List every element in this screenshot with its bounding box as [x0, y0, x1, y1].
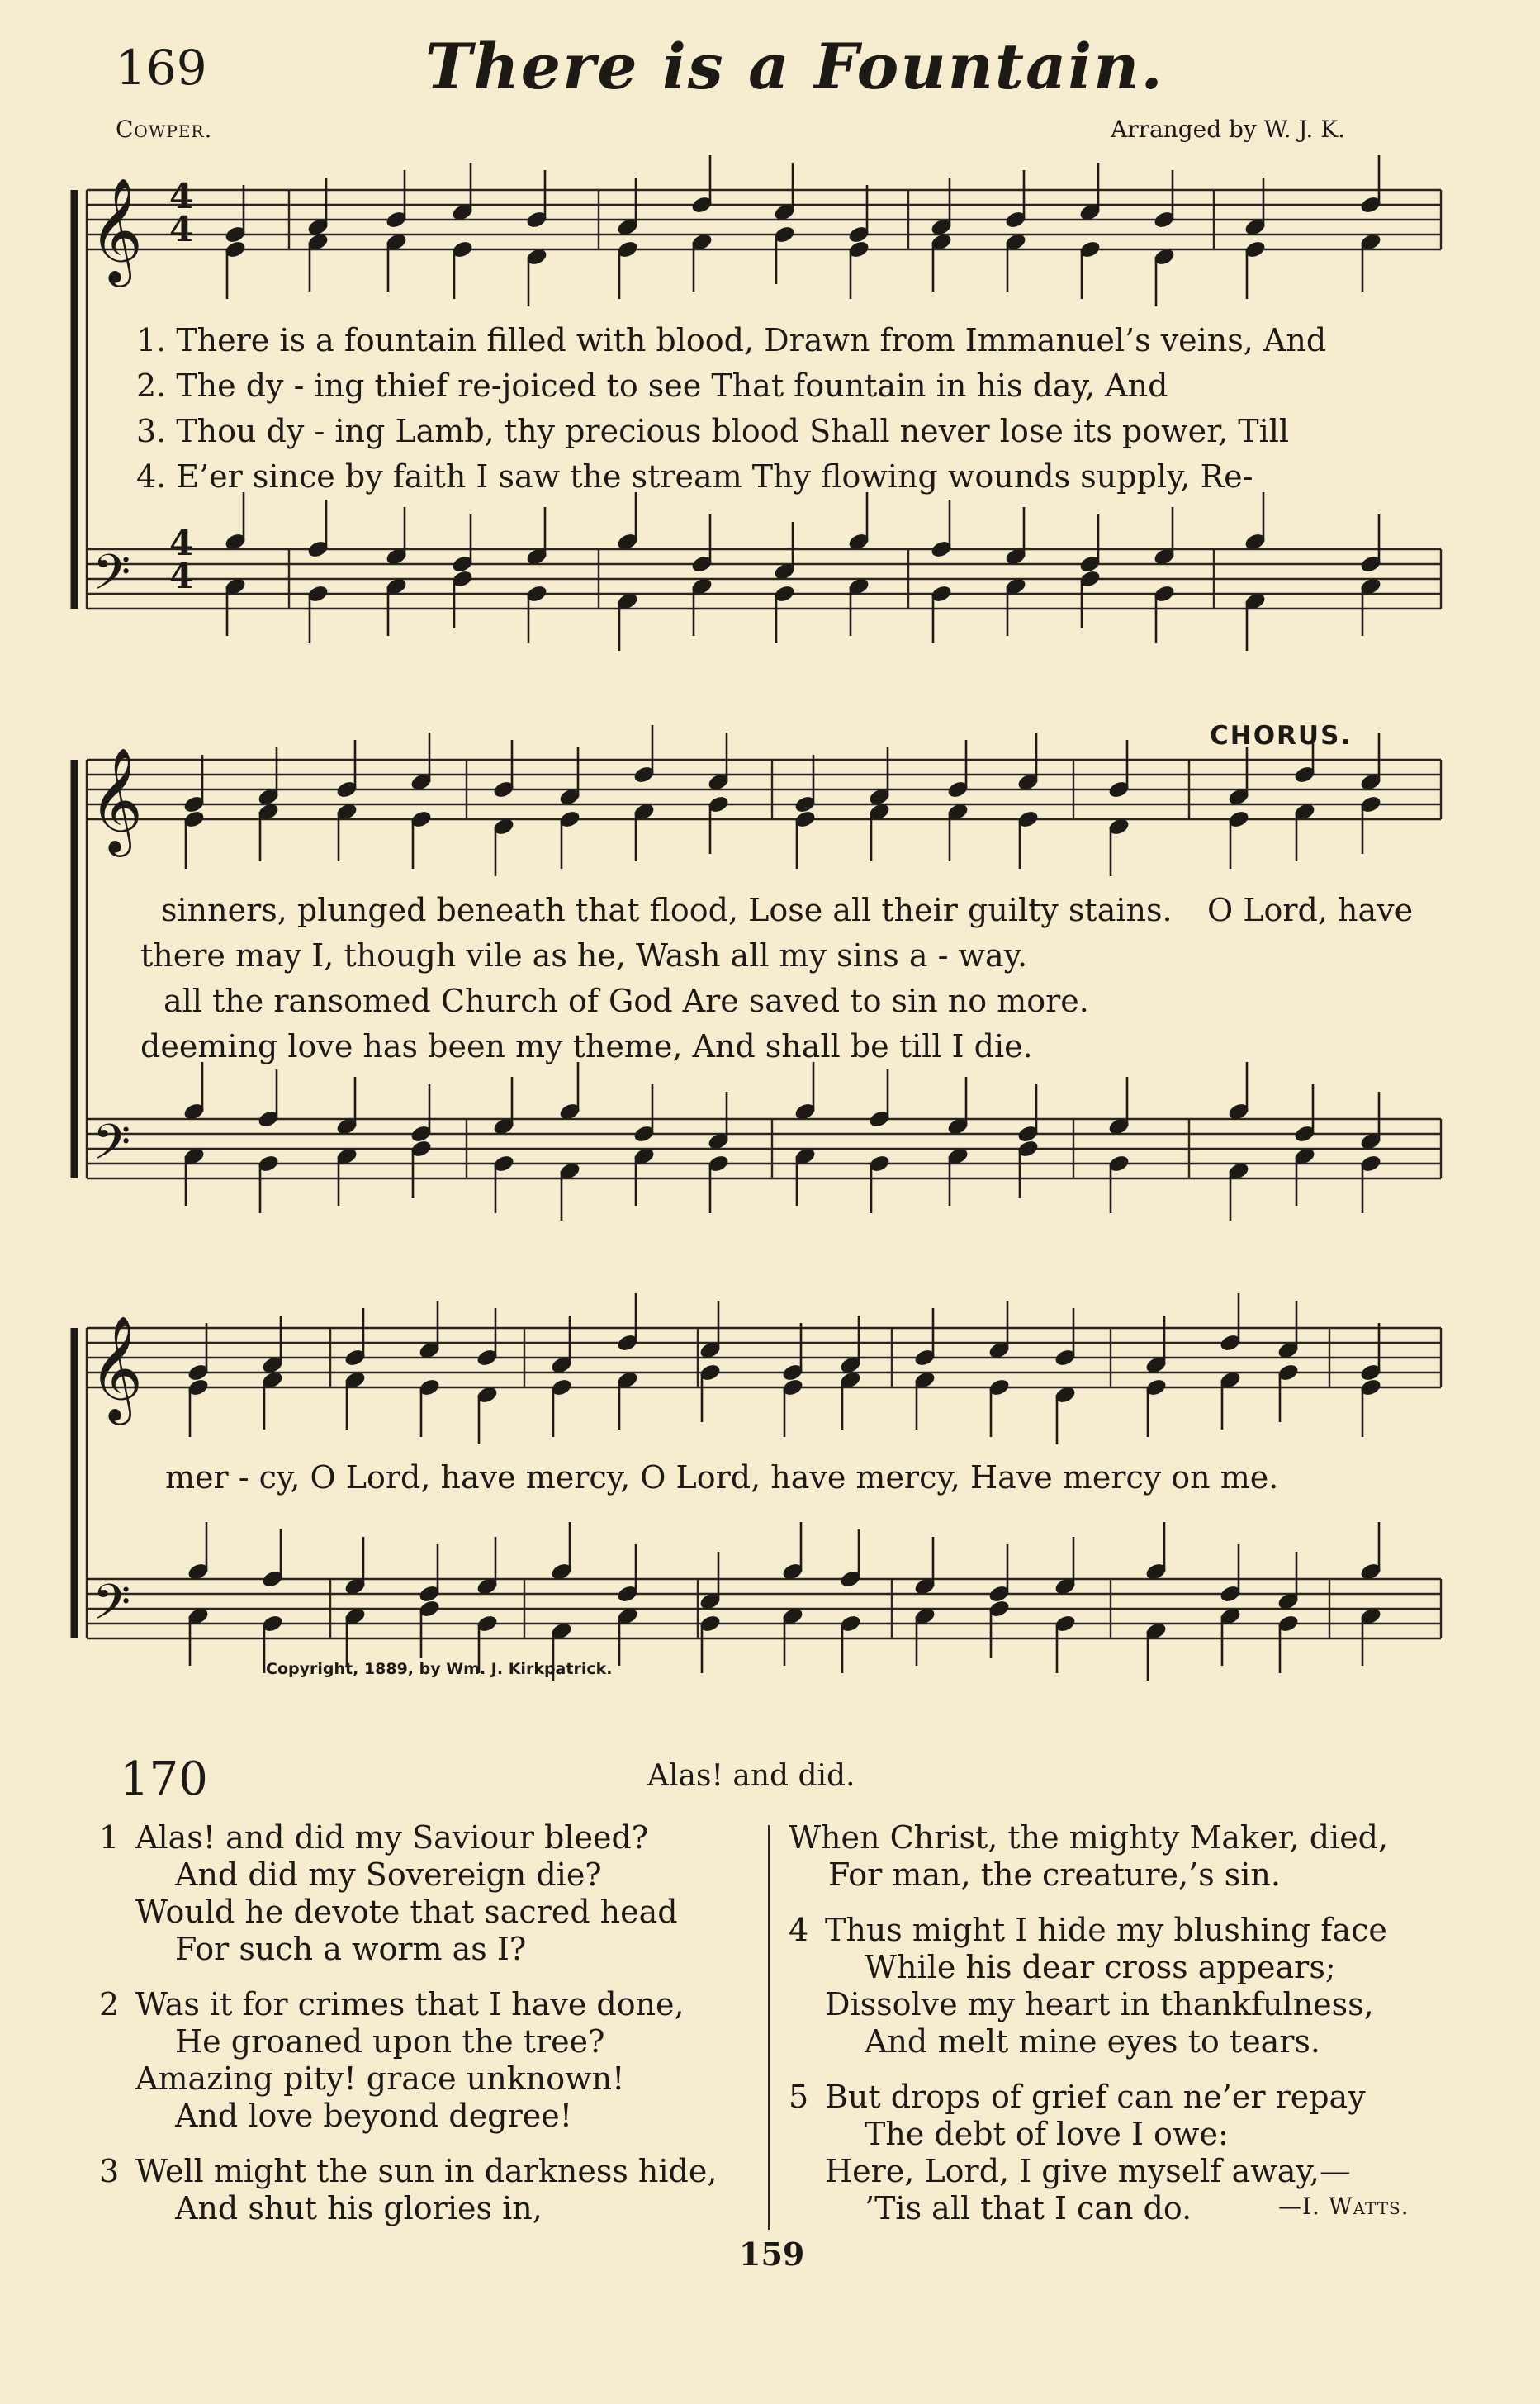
time-signature-treble: 4 4	[169, 176, 194, 249]
arranger-credit: Arranged by W. J. K.	[1111, 116, 1346, 143]
poem-line-text: And melt mine eyes to tears.	[865, 2023, 1320, 2060]
treble-clef: 𝄞	[89, 1315, 144, 1420]
poem-line-text: ’Tis all that I can do.	[865, 2190, 1192, 2226]
poem-line	[99, 1931, 717, 1968]
poem-line-text: He groaned upon the tree?	[175, 2023, 605, 2060]
treble-clef: 𝄞	[89, 177, 144, 282]
verse-2-line-1: 2. The dy - ing thief re-joiced to see That fountain in his day, And	[136, 367, 1168, 404]
chorus-label: CHORUS.	[1210, 721, 1353, 751]
poem-line-text: Was it for crimes that I have done,	[135, 1986, 685, 2022]
stanza-number: 4	[789, 1912, 809, 1948]
stanza-number: 5	[789, 2079, 809, 2115]
poem-line-text: Amazing pity! grace unknown!	[135, 2060, 625, 2097]
stanza-number: 2	[99, 1986, 120, 2022]
poem-line-text: Alas! and did my Saviour bleed?	[135, 1819, 649, 1856]
poem-line	[99, 2023, 717, 2060]
poem-line-text: And love beyond degree!	[175, 2098, 572, 2134]
copyright-notice: Copyright, 1889, by Wm. J. Kirkpatrick.	[266, 1660, 613, 1678]
poem-line	[99, 2060, 717, 2098]
treble-clef: 𝄞	[89, 747, 144, 852]
stanza-number: 3	[99, 2153, 120, 2189]
verse-3-line-1: 3. Thou dy - ing Lamb, thy precious blood Shall never lose its power, Till	[136, 413, 1290, 449]
poem-line	[789, 1986, 1388, 2023]
poem-line-text: Here, Lord, I give myself away,—	[825, 2153, 1351, 2189]
verse-4-line-1: 4. E’er since by faith I saw the stream Thy flowing wounds supply, Re-	[136, 458, 1253, 495]
poem-line-text: And shut his glories in,	[175, 2190, 543, 2226]
poem-line: For man, the creature,’s sin.	[828, 1856, 1281, 1893]
poem-line: When Christ, the mighty Maker, died,	[789, 1819, 1389, 1856]
chorus-lyric: mer - cy, O Lord, have mercy, O Lord, have mercy, Have mercy on me.	[165, 1459, 1279, 1496]
poem-line	[789, 1949, 1388, 1986]
bass-clef: 𝄢	[92, 1113, 131, 1183]
poem-line	[99, 2190, 717, 2227]
page-number: 159	[739, 2236, 805, 2273]
verse-4-line-2: deeming love has been my theme, And shall be till I die.	[140, 1028, 1033, 1064]
hymn-170-number: 170	[120, 1752, 208, 1806]
poem-right-column	[789, 1819, 1388, 2245]
poem-line-text: Thus might I hide my blushing face	[825, 1912, 1387, 1948]
poem-line	[99, 1819, 717, 1856]
poem-line-text: The debt of love I owe:	[865, 2116, 1229, 2152]
poem-line-text: Dissolve my heart in thankfulness,	[825, 1986, 1374, 2022]
verse-2-line-2: there may I, though vile as he, Wash all my sins a - way.	[140, 937, 1028, 974]
column-divider	[768, 1825, 770, 2230]
chorus-lyric-start: O Lord, have	[1207, 892, 1414, 928]
poem-line	[99, 1986, 717, 2023]
poem-line-text: Well might the sun in darkness hide,	[135, 2153, 718, 2189]
poem-line-text: For such a worm as I?	[175, 1931, 527, 1967]
poem-line	[99, 1856, 717, 1894]
stanza-number: 1	[99, 1819, 120, 1856]
poem-line	[99, 2153, 717, 2190]
poem-left-column	[99, 1819, 717, 2245]
hymn-170-title: Alas! and did.	[647, 1759, 855, 1793]
poem-author: —I. Watts.	[1278, 2193, 1410, 2220]
bass-clef: 𝄢	[92, 543, 131, 613]
hymn-number: 169	[116, 40, 207, 96]
bass-clef: 𝄢	[92, 1573, 131, 1643]
poem-line-text: Would he devote that sacred head	[135, 1894, 678, 1930]
poem-line	[99, 2098, 717, 2135]
hymn-title: There is a Fountain.	[425, 30, 1164, 103]
words-credit: Cowper.	[116, 116, 213, 143]
poem-line	[789, 2153, 1388, 2190]
poem-line	[789, 2023, 1388, 2060]
verse-1-line-1: 1. There is a fountain filled with blood, Drawn from Immanuel’s veins, And	[136, 322, 1327, 358]
poem-line	[99, 1894, 717, 1931]
poem-line-text: And did my Sovereign die?	[175, 1856, 602, 1893]
poem-line-text: While his dear cross appears;	[865, 1949, 1336, 1985]
poem-line	[789, 2079, 1388, 2116]
poem-line	[789, 2116, 1388, 2153]
poem-line-text: But drops of grief can ne’er repay	[825, 2079, 1366, 2115]
verse-1-line-2: sinners, plunged beneath that flood, Lose all their guilty stains.	[161, 892, 1173, 928]
poem-line	[789, 1912, 1388, 1949]
time-signature-bass: 4 4	[169, 523, 194, 596]
verse-3-line-2: all the ransomed Church of God Are saved to sin no more.	[163, 983, 1089, 1019]
